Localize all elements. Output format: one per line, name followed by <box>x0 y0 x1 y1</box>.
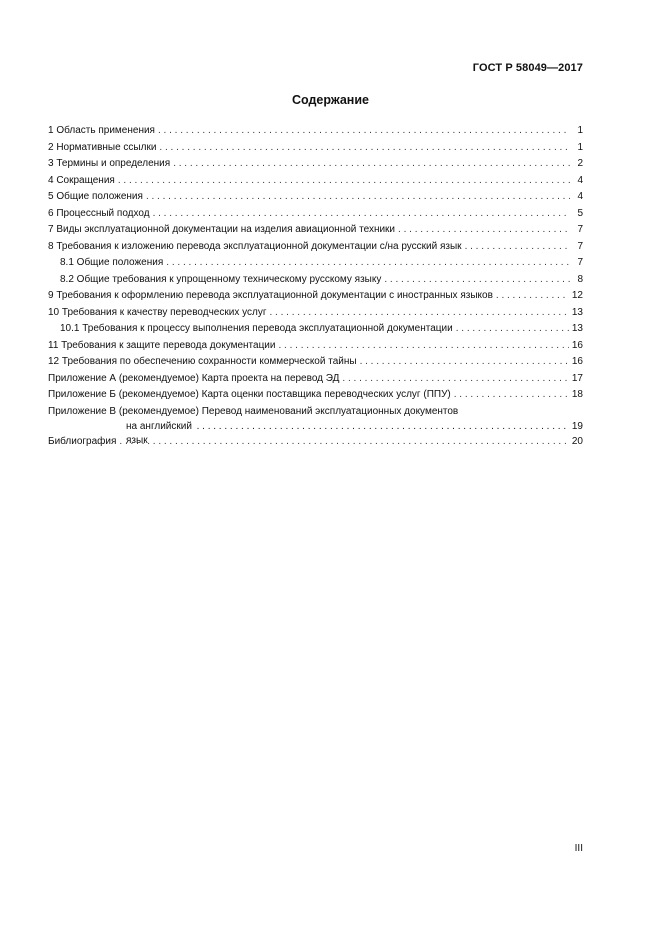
toc-entry[interactable] <box>48 173 583 190</box>
toc-entry[interactable] <box>48 288 583 305</box>
toc-entry-label: 10 Требования к качеству переводческих услуг <box>48 306 267 318</box>
toc-entry[interactable] <box>48 434 583 451</box>
table-of-contents <box>48 123 583 450</box>
dot-leader <box>398 222 570 239</box>
dot-leader <box>278 338 568 355</box>
dot-leader <box>119 434 568 451</box>
toc-entry-page: 17 <box>571 372 583 384</box>
toc-entry-label: 11 Требования к защите перевода документации <box>48 339 276 351</box>
toc-entry-page: 7 <box>577 240 583 252</box>
toc-subentry[interactable] <box>48 272 583 289</box>
page-number: III <box>574 843 583 854</box>
dot-leader <box>118 173 570 190</box>
toc-entry-page: 4 <box>577 191 583 202</box>
toc-entry-label: 8 Требования к изложению перевода эксплуатационной документации с/на русский язык <box>48 240 462 252</box>
toc-entry-label: Приложение В (рекомендуемое) Перевод наименований эксплуатационных документов <box>48 405 459 417</box>
toc-entry-label: Приложение А (рекомендуемое) Карта проекта на перевод ЭД <box>48 372 340 384</box>
toc-entry-label: 5 Общие положения <box>48 191 143 202</box>
dot-leader <box>384 272 570 289</box>
toc-entry-label: 10.1 Требования к процессу выполнения перевода эксплуатационной документации <box>60 323 453 334</box>
dot-leader <box>173 156 570 173</box>
toc-entry[interactable] <box>48 305 583 322</box>
toc-entry-page: 4 <box>577 174 583 186</box>
toc-entry-label: Приложение Б (рекомендуемое) Карта оценки поставщика переводческих услуг (ППУ) <box>48 389 451 400</box>
toc-entry[interactable] <box>48 338 583 355</box>
toc-entry[interactable] <box>48 387 583 404</box>
dot-leader <box>197 420 569 434</box>
toc-entry-page: 16 <box>571 356 583 367</box>
toc-entry[interactable] <box>48 123 583 140</box>
toc-subentry[interactable] <box>48 321 583 338</box>
toc-entry-page: 1 <box>577 141 583 153</box>
toc-entry[interactable] <box>48 206 583 223</box>
toc-entry-label: 3 Термины и определения <box>48 158 171 169</box>
toc-entry-label: 1 Область применения <box>48 125 155 136</box>
toc-entry-page: 1 <box>577 125 583 136</box>
toc-entry-page: 12 <box>571 290 583 301</box>
toc-entry-label-continued: на английский язык <box>126 420 192 446</box>
dot-leader <box>342 371 568 388</box>
toc-entry-label: 12 Требования по обеспечению сохранности коммерческой тайны <box>48 356 357 367</box>
dot-leader <box>269 305 568 322</box>
toc-entry-page: 13 <box>571 306 583 318</box>
toc-entry-page: 16 <box>571 339 583 351</box>
dot-leader <box>158 123 570 140</box>
toc-entry-label: 4 Сокращения <box>48 174 115 186</box>
toc-entry[interactable] <box>48 156 583 173</box>
dot-leader <box>465 239 570 256</box>
toc-entry-page: 5 <box>577 207 583 219</box>
toc-entry-page: 8 <box>577 273 583 285</box>
toc-entry-page: 7 <box>577 224 583 235</box>
toc-entry-label: 8.2 Общие требования к упрощенному техническому русскому языку <box>60 273 382 285</box>
dot-leader <box>153 206 570 223</box>
toc-entry-page: 19 <box>571 420 583 432</box>
dot-leader <box>456 321 569 338</box>
toc-entry-label: 9 Требования к оформлению перевода эксплуатационной документации с иностранных языков <box>48 290 493 301</box>
dot-leader <box>146 189 570 206</box>
document-code: ГОСТ Р 58049—2017 <box>472 62 583 74</box>
toc-entry-label: 7 Виды эксплуатационной документации на изделия авиационной техники <box>48 224 396 235</box>
toc-entry[interactable] <box>48 140 583 157</box>
toc-entry-page: 20 <box>571 435 583 447</box>
toc-entry-page: 2 <box>577 158 583 169</box>
dot-leader <box>166 255 570 272</box>
dot-leader <box>159 140 570 157</box>
dot-leader <box>454 387 569 404</box>
toc-entry[interactable] <box>48 222 583 239</box>
toc-entry-label: 2 Нормативные ссылки <box>48 141 157 153</box>
toc-entry-label: 8.1 Общие положения <box>60 257 164 268</box>
toc-entry-page: 18 <box>571 389 583 400</box>
toc-entry-label: Библиография <box>48 435 117 447</box>
toc-subentry[interactable] <box>48 255 583 272</box>
toc-entry[interactable] <box>48 189 583 206</box>
toc-entry[interactable] <box>48 354 583 371</box>
toc-entry-page: 13 <box>571 323 583 334</box>
toc-entry-label: 6 Процессный подход <box>48 207 150 219</box>
toc-entry[interactable] <box>48 371 583 388</box>
toc-entry[interactable] <box>48 239 583 256</box>
page-title: Содержание <box>291 93 369 107</box>
dot-leader <box>360 354 569 371</box>
toc-entry-page: 7 <box>577 257 583 268</box>
dot-leader <box>496 288 569 305</box>
